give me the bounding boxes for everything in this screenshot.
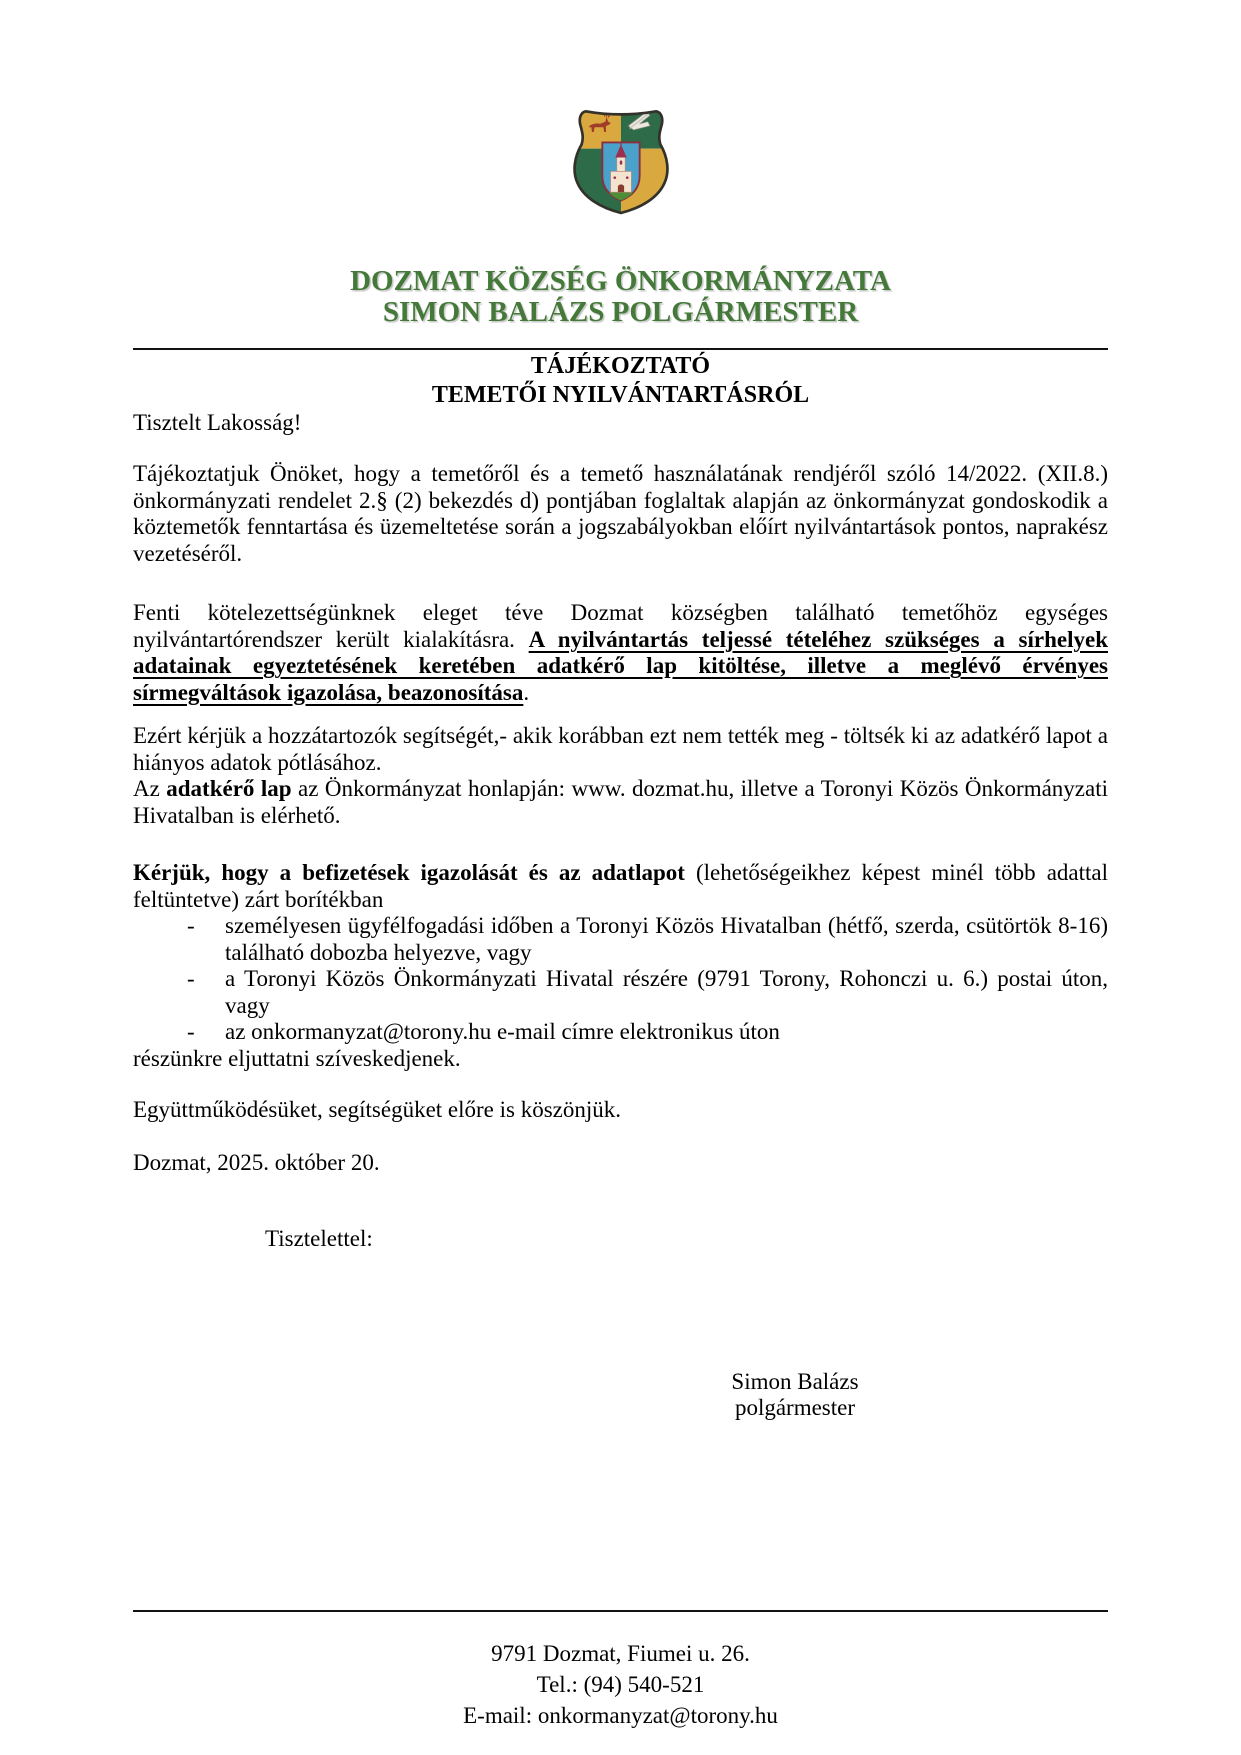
org-name: DOZMAT KÖZSÉG ÖNKORMÁNYZATA: [350, 264, 891, 297]
paragraph-submission-close: részünkre eljuttatni szíveskedjenek.: [133, 1045, 461, 1071]
footer-email: E-mail: onkormanyzat@torony.hu: [463, 1703, 778, 1728]
list-item: [133, 1019, 1108, 1046]
paragraph-registry: [133, 600, 1108, 706]
document-title-line2: TEMETŐI NYILVÁNTARTÁSRÓL: [431, 381, 810, 408]
paragraph-registry-emphasis: A nyilvántartás teljessé tételéhez szükséges a sírhelyek adatainak egyeztetésének keretében adatkérő lap kitöltése, illetve a meglévő érvényes sírmegváltások igazolása, beazonosítása: [133, 626, 1108, 705]
dateline: Dozmat, 2025. október 20.: [133, 1149, 380, 1175]
footer-address: 9791 Dozmat, Fiumei u. 26.: [491, 1641, 750, 1666]
mayor-line: SIMON BALÁZS POLGÁRMESTER: [382, 295, 859, 328]
form-availability-bold: adatkérő lap: [166, 776, 292, 801]
closing-regards: Tisztelettel:: [265, 1226, 373, 1251]
paragraph-registry-tail: .: [523, 679, 530, 705]
signature-title: polgármester: [734, 1395, 856, 1420]
paragraph-form-availability: [133, 776, 1108, 829]
paragraph-submission-intro: [133, 860, 1108, 913]
footer-phone: Tel.: (94) 540-521: [536, 1672, 705, 1697]
form-availability-rest: az Önkormányzat honlapján: www. dozmat.hu, illetve a Toronyi Közös Önkormányzati Hivatalban is elérhető.: [133, 776, 1108, 828]
document-title-line1: TÁJÉKOZTATÓ: [530, 352, 711, 379]
submission-options-list: [133, 913, 1108, 1046]
paragraph-legal-basis: Tájékoztatjuk Önöket, hogy a temetőről és a temető használatának rendjéről szóló 14/2022. (XII.8.) önkormányzati rendelet 2.§ (2) bekezdés d) pontjában foglaltak alapján az önkormányzat gondoskodik a köztemetők fenntartása és üzemeltetése során a jogszabályokban előírt nyilvántartások pontos, naprakész vezetéséről.: [133, 461, 1108, 566]
salutation: Tisztelt Lakosság!: [133, 409, 302, 435]
municipal-coat-of-arms-icon: [133, 103, 1108, 222]
list-item-marker: -: [187, 913, 195, 938]
form-availability-start: Az: [133, 776, 167, 801]
letter-content: [0, 103, 1241, 1422]
list-item-text: személyesen ügyfélfogadási időben a Toronyi Közös Hivatalban (hétfő, szerda, csütörtök 8-16) található dobozba helyezve, vagy: [225, 913, 1108, 965]
submission-intro-bold: Kérjük, hogy a befizetések igazolását és az adatlapot: [133, 860, 685, 885]
list-item: [133, 966, 1108, 1019]
signature-block: [685, 1369, 905, 1422]
paragraph-request-help: Ezért kérjük a hozzátartozók segítségét,- akik korábban ezt nem tették meg - töltsék ki az adatkérő lapot a hiányos adatok pótlásához.: [133, 723, 1108, 775]
signature-name: Simon Balázs: [731, 1368, 859, 1394]
list-item: [133, 913, 1108, 966]
submission-intro-rest: (lehetőségeikhez képest minél több adattal feltüntetve) zárt borítékban: [133, 860, 1108, 912]
paragraph-registry-normal: Fenti kötelezettségünknek eleget téve Dozmat községben található temetőhöz egységes nyilvántartórendszer került kialakításra.: [133, 600, 1108, 652]
header-separator: [133, 348, 1108, 350]
list-item-marker: -: [187, 1019, 195, 1044]
list-item-text: a Toronyi Közös Önkormányzati Hivatal részére (9791 Torony, Rohonczi u. 6.) postai úton, vagy: [225, 966, 1108, 1018]
document-title: [133, 352, 1108, 410]
list-item-marker: -: [187, 966, 195, 991]
header-org-title: [133, 266, 1108, 328]
letter-footer: [133, 1610, 1108, 1731]
list-item-text: az onkormanyzat@torony.hu e-mail címre elektronikus úton: [225, 1019, 780, 1044]
paragraph-thanks: Együttműködésüket, segítségüket előre is köszönjük.: [133, 1097, 622, 1122]
